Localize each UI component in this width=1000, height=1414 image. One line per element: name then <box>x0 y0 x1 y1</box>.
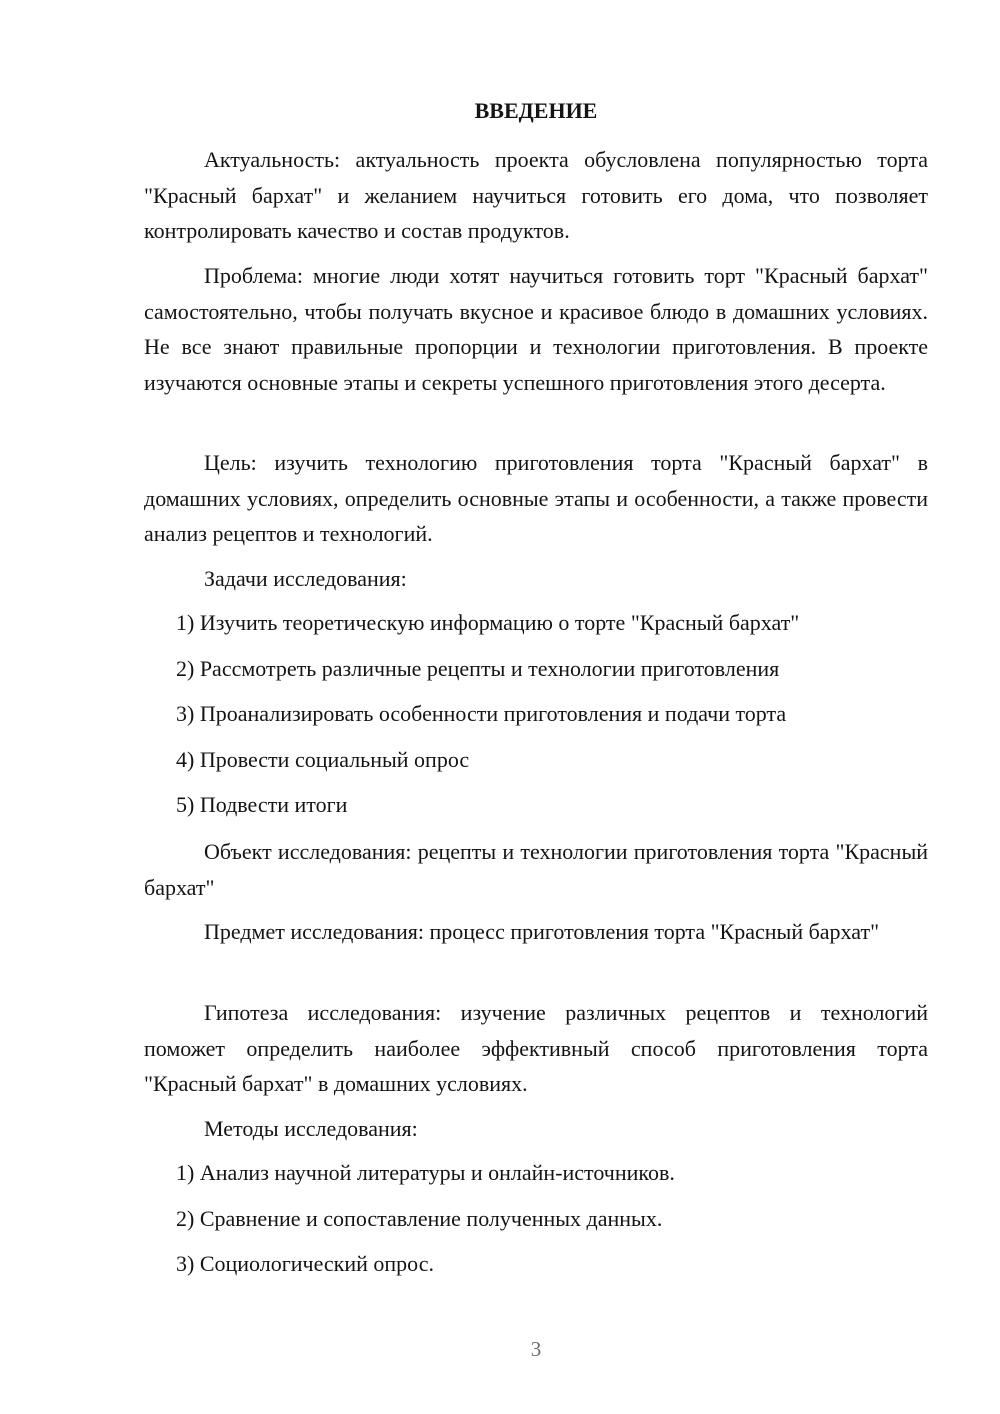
method-item-2: 2) Сравнение и сопоставление полученных данных. <box>176 1206 663 1231</box>
paragraph-hypothesis: Гипотеза исследования: изучение различных рецептов и технологий поможет определить наиболее эффективный способ приготовления торта "Красный бархат" в домашних условиях. <box>144 1000 928 1096</box>
method-item-3: 3) Социологический опрос. <box>176 1251 434 1276</box>
task-item-4: 4) Провести социальный опрос <box>176 747 470 772</box>
paragraph-relevance: Актуальность: актуальность проекта обусловлена популярностью торта "Красный бархат" и желанием научиться готовить его дома, что позволяет контролировать качество и состав продуктов. <box>144 147 928 243</box>
page-number: 3 <box>530 1337 542 1361</box>
task-item-1: 1) Изучить теоретическую информацию о торте "Красный бархат" <box>176 610 800 635</box>
tasks-heading: Задачи исследования: <box>204 566 407 591</box>
methods-heading: Методы исследования: <box>204 1116 418 1141</box>
paragraph-goal: Цель: изучить технологию приготовления торта "Красный бархат" в домашних условиях, определить основные этапы и особенности, а также провести анализ рецептов и технологий. <box>144 450 928 546</box>
paragraph-subject: Предмет исследования: процесс приготовления торта "Красный бархат" <box>204 919 880 944</box>
paragraph-problem: Проблема: многие люди хотят научиться готовить торт "Красный бархат" самостоятельно, чтобы получать вкусное и красивое блюдо в домашних условиях. Не все знают правильные пропорции и технологии приготовления. В проекте изучаются основные этапы и секреты успешного приготовления этого десерта. <box>144 263 928 395</box>
task-item-5: 5) Подвести итоги <box>176 792 348 817</box>
paragraph-object: Объект исследования: рецепты и технологии приготовления торта "Красный бархат" <box>144 839 928 900</box>
task-item-2: 2) Рассмотреть различные рецепты и технологии приготовления <box>176 656 780 681</box>
method-item-1: 1) Анализ научной литературы и онлайн-источников. <box>176 1160 675 1185</box>
page-title: ВВЕДЕНИЕ <box>474 98 598 123</box>
task-item-3: 3) Проанализировать особенности приготовления и подачи торта <box>176 701 787 726</box>
